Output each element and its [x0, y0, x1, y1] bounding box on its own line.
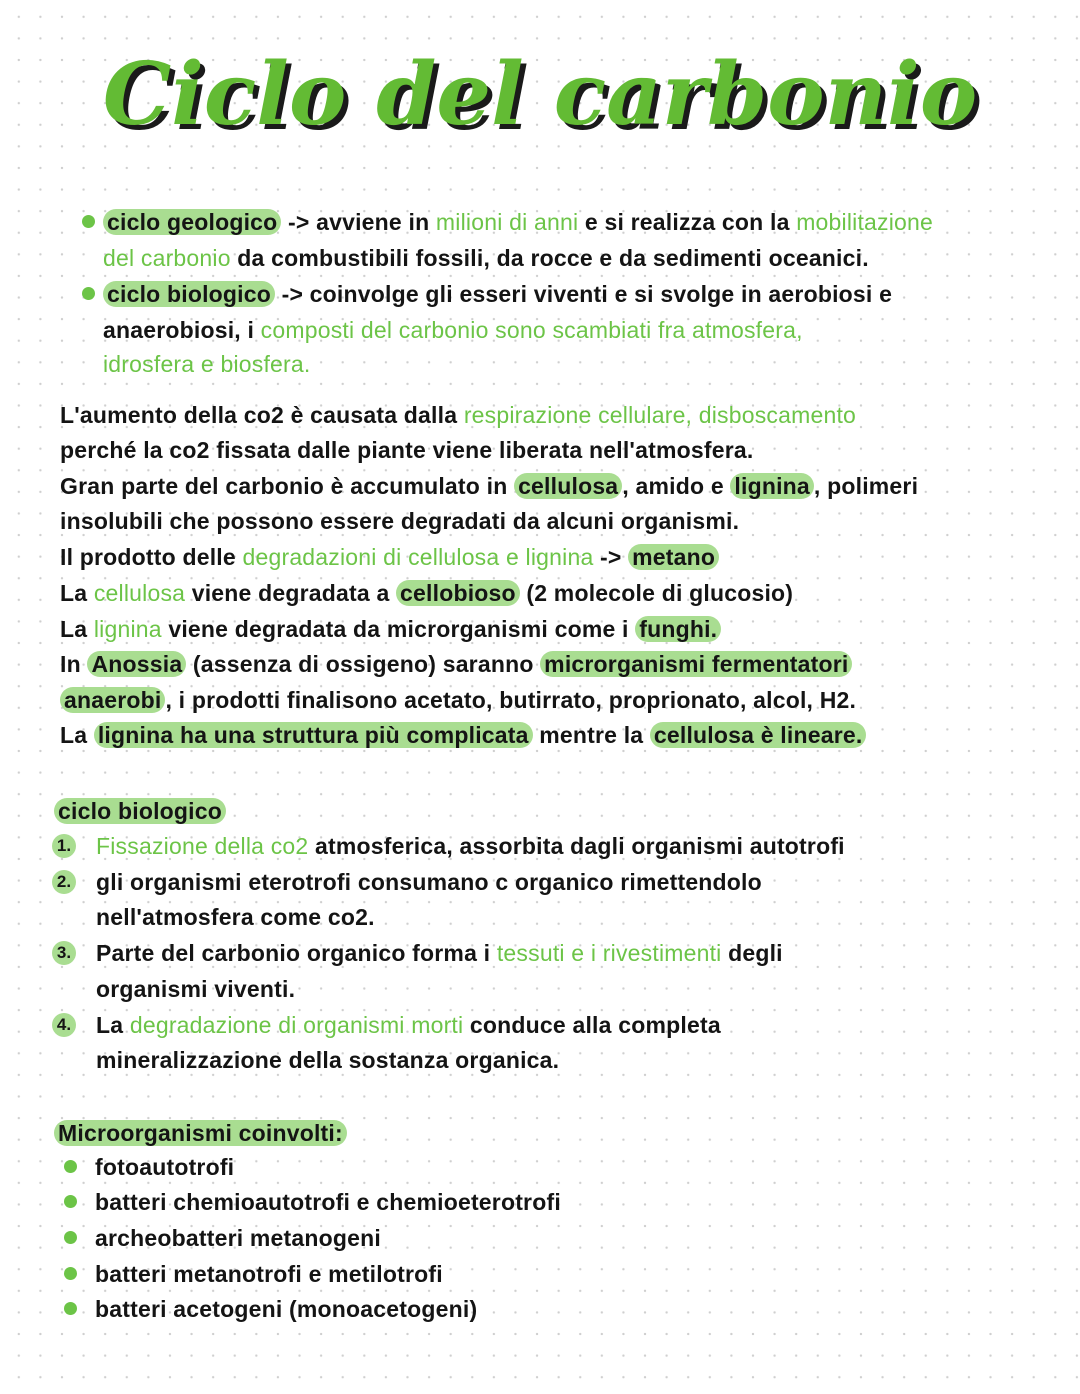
- number-badge: 2.: [52, 870, 76, 894]
- green-text: milioni di anni: [435, 209, 579, 235]
- text-segment: perché la co2 fissata dalle piante viene liberata nell'atmosfera.: [60, 437, 754, 463]
- text-segment: degli: [721, 940, 783, 966]
- text-segment: gli organismi eterotrofi consumano c organico rimettendolo: [96, 869, 762, 895]
- text-line: [60, 400, 856, 430]
- list-item: batteri acetogeni (monoacetogeni): [95, 1296, 478, 1322]
- text-segment: La: [60, 580, 94, 606]
- text-segment: conduce alla completa: [463, 1012, 721, 1038]
- text-segment: Il prodotto delle: [60, 544, 243, 570]
- text-line: [103, 207, 933, 237]
- text-line: [103, 243, 869, 273]
- green-text: cellulosa: [93, 580, 186, 606]
- highlighted-text: ciclo geologico: [103, 209, 281, 235]
- green-text: Fissazione della co2: [96, 833, 309, 859]
- green-text: composti del carbonio sono scambiati fra atmosfera,: [260, 317, 803, 343]
- text-segment: atmosferica, assorbita dagli organismi autotrofi: [308, 833, 845, 859]
- text-line: [60, 720, 866, 750]
- bullet-icon: [64, 1267, 77, 1280]
- number-badge: 1.: [52, 834, 76, 858]
- green-text: del carbonio: [103, 245, 231, 271]
- text-segment: (assenza di ossigeno) saranno: [186, 651, 541, 677]
- heading-text: ciclo biologico: [54, 798, 226, 824]
- highlighted-text: Anossia: [87, 651, 186, 677]
- text-line: [60, 614, 721, 644]
- text-line: [60, 542, 719, 572]
- text-segment: organismi viventi.: [96, 976, 296, 1002]
- text-segment: (2 molecole di glucosio): [519, 580, 794, 606]
- green-text: tessuti e i rivestimenti: [496, 940, 722, 966]
- highlighted-text: ciclo biologico: [103, 281, 275, 307]
- text-line: [103, 279, 892, 309]
- text-segment: viene degradata a: [185, 580, 397, 606]
- text-line: [60, 685, 856, 715]
- bullet-icon: [64, 1302, 77, 1315]
- text-segment: ->: [593, 544, 629, 570]
- text-segment: e si realizza con la: [578, 209, 797, 235]
- text-segment: viene degradata da microrganismi come i: [161, 616, 636, 642]
- text-segment: Gran parte del carbonio è accumulato in: [60, 473, 515, 499]
- text-line: [96, 831, 845, 861]
- section-heading: [54, 1118, 347, 1148]
- green-text: lignina: [93, 616, 162, 642]
- text-line: [60, 435, 753, 465]
- highlighted-text: lignina: [730, 473, 814, 499]
- text-segment: La: [60, 722, 94, 748]
- text-line: [60, 578, 793, 608]
- green-text: mobilitazione: [796, 209, 934, 235]
- highlighted-text: funghi.: [635, 616, 721, 642]
- text-line: [96, 974, 295, 1004]
- text-segment: anaerobiosi, i: [103, 317, 261, 343]
- text-segment: , amido e: [622, 473, 731, 499]
- green-text: degradazione di organismi morti: [129, 1012, 464, 1038]
- text-line: [103, 349, 310, 379]
- highlighted-text: anaerobi: [60, 687, 165, 713]
- text-segment: Parte del carbonio organico forma i: [96, 940, 497, 966]
- text-segment: da combustibili fossili, da rocce e da sedimenti oceanici.: [230, 245, 869, 271]
- list-item: batteri metanotrofi e metilotrofi: [95, 1261, 443, 1287]
- text-segment: La: [96, 1012, 130, 1038]
- text-line: [96, 1045, 559, 1075]
- bullet-icon: [82, 287, 95, 300]
- section-heading: [54, 796, 226, 826]
- text-segment: , i prodotti finalisono acetato, butirrato, proprionato, alcol, H2.: [165, 687, 857, 713]
- highlighted-text: lignina ha una struttura più complicata: [94, 722, 533, 748]
- text-line: [60, 506, 739, 536]
- bullet-icon: [64, 1231, 77, 1244]
- list-item: fotoautotrofi: [95, 1154, 235, 1180]
- number-badge: 3.: [52, 941, 76, 965]
- list-item: batteri chemioautotrofi e chemioeterotrofi: [95, 1189, 561, 1215]
- text-line: [96, 867, 762, 897]
- text-line: [96, 938, 783, 968]
- number-badge: 4.: [52, 1013, 76, 1037]
- text-line: [103, 315, 803, 345]
- text-segment: insolubili che possono essere degradati da alcuni organismi.: [60, 508, 740, 534]
- bullet-icon: [64, 1160, 77, 1173]
- text-line: [60, 471, 918, 501]
- text-segment: La: [60, 616, 94, 642]
- bullet-icon: [82, 215, 95, 228]
- text-line: [60, 649, 852, 679]
- text-segment: In: [60, 651, 88, 677]
- bullet-icon: [64, 1195, 77, 1208]
- green-text: idrosfera e biosfera.: [103, 351, 311, 377]
- text-segment: L'aumento della co2 è causata dalla: [60, 402, 464, 428]
- text-segment: -> avviene in: [281, 209, 436, 235]
- green-text: respirazione cellulare, disboscamento: [463, 402, 857, 428]
- text-segment: mentre la: [532, 722, 650, 748]
- text-segment: mineralizzazione della sostanza organica.: [96, 1047, 560, 1073]
- highlighted-text: cellulosa: [514, 473, 622, 499]
- text-segment: , polimeri: [813, 473, 919, 499]
- page-title: Ciclo del carbonio: [102, 44, 978, 145]
- green-text: degradazioni di cellulosa e lignina: [242, 544, 594, 570]
- heading-text: Microorganismi coinvolti:: [54, 1120, 347, 1146]
- highlighted-text: microrganismi fermentatori: [540, 651, 852, 677]
- text-line: [96, 1010, 721, 1040]
- highlighted-text: cellobioso: [396, 580, 520, 606]
- text-segment: -> coinvolge gli esseri viventi e si svolge in aerobiosi e: [275, 281, 893, 307]
- highlighted-text: metano: [628, 544, 719, 570]
- list-item: archeobatteri metanogeni: [95, 1225, 381, 1251]
- highlighted-text: cellulosa è lineare.: [650, 722, 867, 748]
- text-line: [96, 902, 375, 932]
- text-segment: nell'atmosfera come co2.: [96, 904, 375, 930]
